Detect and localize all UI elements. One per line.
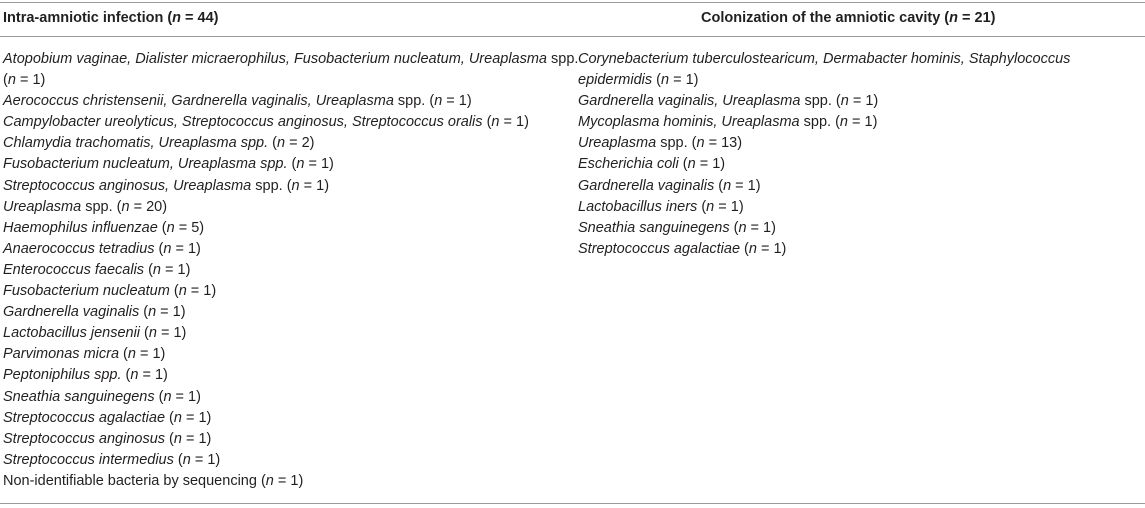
organism-name: Ureaplasma	[578, 135, 657, 152]
organism-name: Lactobacillus jensenii	[3, 325, 141, 342]
count-value: = 1)	[138, 367, 168, 384]
colonization-column	[578, 49, 1138, 260]
count-symbol: n	[163, 388, 172, 405]
organism-name: Lactobacillus iners	[578, 198, 698, 215]
organism-name: Sneathia sanguinegens	[3, 388, 155, 405]
table-cell	[3, 260, 588, 281]
count-value: = 1)	[156, 304, 186, 321]
organism-name: Anaerococcus tetradius	[3, 240, 155, 257]
organism-name: Corynebacterium tuberculostearicum, Dermabacter hominis, Staphylococcus epidermidis	[578, 51, 1071, 89]
organism-name: Fusobacterium nucleatum, Ureaplasma spp.	[3, 156, 288, 173]
organism-suffix: spp. (	[81, 198, 122, 215]
organism-name: Peptoniphilus spp.	[3, 367, 122, 384]
table-cell	[578, 91, 1138, 112]
header-intra-amniotic-infection: Intra-amniotic infection (n = 44)	[3, 10, 219, 26]
count-value: = 1)	[695, 156, 726, 173]
count-value: = 1)	[171, 240, 201, 257]
count-value: = 1)	[160, 261, 191, 278]
table-cell	[3, 112, 588, 133]
table-cell	[3, 133, 588, 154]
table-cell	[3, 154, 588, 175]
count-value: = 1)	[186, 283, 217, 300]
organism-suffix: (	[165, 430, 174, 447]
count-symbol: n	[706, 198, 715, 215]
count-symbol: n	[178, 283, 187, 300]
table-bottom-rule	[0, 503, 1145, 504]
table-cell	[578, 176, 1138, 197]
count-value: = 1)	[15, 72, 46, 89]
count-symbol: n	[173, 430, 182, 447]
count-value: = 1)	[273, 472, 304, 489]
count-value: = 1)	[181, 430, 212, 447]
count-value: = 1)	[304, 156, 334, 173]
organism-name: Streptococcus agalactiae	[578, 240, 741, 257]
organism-suffix: Non-identifiable bacteria by sequencing (	[3, 472, 266, 489]
organism-suffix: (	[140, 325, 149, 342]
table-cell	[3, 91, 588, 112]
count-value: = 1)	[442, 93, 472, 110]
organism-name: Atopobium vaginae, Dialister micraerophilus, Fusobacterium nucleatum, Ureaplasma	[3, 51, 547, 67]
organism-suffix: (	[157, 219, 167, 236]
count-symbol: n	[434, 93, 443, 110]
organism-suffix: (	[173, 451, 183, 468]
organism-suffix: spp. (	[251, 177, 292, 194]
table-cell	[3, 365, 588, 386]
organism-suffix: (	[287, 156, 297, 173]
table-cell	[3, 344, 588, 365]
count-symbol: n	[839, 114, 848, 131]
count-symbol: n	[723, 177, 732, 194]
count-value: = 20)	[129, 198, 168, 215]
count-symbol: n	[277, 135, 286, 152]
organism-suffix: (	[729, 219, 739, 236]
count-value: = 5)	[174, 219, 205, 236]
count-value: = 2)	[285, 135, 315, 152]
organism-name: Mycoplasma hominis, Ureaplasma	[578, 114, 800, 131]
count-symbol: n	[265, 472, 274, 489]
organism-suffix: (	[154, 388, 164, 405]
organism-name: Gardnerella vaginalis, Ureaplasma	[578, 93, 801, 110]
count-value: = 1)	[669, 72, 699, 89]
count-symbol: n	[163, 240, 172, 257]
table-cell	[3, 239, 588, 260]
organism-suffix: spp. (	[3, 51, 579, 89]
organism-name: Gardnerella vaginalis	[3, 304, 140, 321]
count-value: = 1)	[848, 93, 879, 110]
count-symbol: n	[491, 114, 500, 131]
count-value: = 1)	[171, 388, 201, 405]
organism-suffix: (	[714, 177, 724, 194]
header-divider-rule	[0, 36, 1145, 37]
table-cell	[578, 112, 1138, 133]
organism-suffix: (	[652, 72, 662, 89]
organism-name: Escherichia coli	[578, 156, 679, 173]
count-value: = 1)	[756, 240, 787, 257]
count-symbol: n	[173, 409, 182, 426]
count-symbol: n	[748, 240, 757, 257]
table-cell	[578, 154, 1138, 175]
count-symbol: n	[7, 72, 16, 89]
count-value: = 1)	[714, 198, 744, 215]
organism-name: Chlamydia trachomatis, Ureaplasma spp.	[3, 135, 269, 152]
table-cell	[578, 218, 1138, 239]
count-symbol: n	[182, 451, 191, 468]
count-value: = 1)	[847, 114, 878, 131]
count-value: = 1)	[731, 177, 761, 194]
organism-suffix: (	[740, 240, 749, 257]
count-value: = 1)	[190, 451, 221, 468]
table-cell	[3, 408, 588, 429]
organism-name: Streptococcus anginosus, Ureaplasma	[3, 177, 252, 194]
organism-name: Streptococcus intermedius	[3, 451, 174, 468]
count-symbol: n	[738, 219, 747, 236]
organism-name: Streptococcus agalactiae	[3, 409, 166, 426]
organism-suffix: (	[165, 409, 174, 426]
table-cell	[3, 429, 588, 450]
organism-name: Fusobacterium nucleatum	[3, 283, 170, 300]
organism-suffix: (	[154, 240, 164, 257]
table-cell	[3, 323, 588, 344]
organism-suffix: spp. (	[656, 135, 697, 152]
count-value: = 1)	[156, 325, 187, 342]
count-symbol: n	[152, 261, 161, 278]
table-cell	[578, 49, 1138, 91]
table-cell	[3, 302, 588, 323]
table-cell	[3, 49, 588, 91]
organism-name: Parvimonas micra	[3, 346, 120, 363]
intra-amniotic-infection-column	[3, 49, 588, 492]
table-cell	[578, 239, 1138, 260]
organism-name: Haemophilus influenzae	[3, 219, 158, 236]
organism-name: Sneathia sanguinegens	[578, 219, 730, 236]
organism-suffix: (	[697, 198, 707, 215]
organism-suffix: (	[268, 135, 277, 152]
organism-suffix: (	[144, 261, 153, 278]
count-symbol: n	[687, 156, 696, 173]
organism-suffix: (	[139, 304, 149, 321]
organism-suffix: spp. (	[800, 93, 841, 110]
header-colonization-amniotic-cavity: Colonization of the amniotic cavity (n = 21)	[701, 10, 996, 26]
table-top-rule	[0, 2, 1145, 3]
organism-suffix: spp. (	[393, 93, 435, 110]
table-cell	[3, 281, 588, 302]
count-symbol: n	[296, 156, 305, 173]
table-cell	[3, 450, 588, 471]
table-cell	[3, 176, 588, 197]
count-value: = 1)	[181, 409, 212, 426]
count-value: = 1)	[135, 346, 166, 363]
table-cell	[3, 387, 588, 408]
table-cell	[3, 218, 588, 239]
organism-name: Enterococcus faecalis	[3, 261, 145, 278]
organism-suffix: (	[121, 367, 131, 384]
organism-suffix: spp. (	[799, 114, 840, 131]
table-cell	[3, 197, 588, 218]
table-cell	[578, 197, 1138, 218]
count-symbol: n	[148, 325, 157, 342]
organism-name: Campylobacter ureolyticus, Streptococcus anginosus, Streptococcus oralis	[3, 114, 483, 131]
table-cell	[3, 471, 588, 492]
count-symbol: n	[130, 367, 139, 384]
count-value: = 1)	[499, 114, 529, 131]
count-symbol: n	[696, 135, 705, 152]
count-symbol: n	[148, 304, 157, 321]
count-symbol: n	[121, 198, 130, 215]
table-cell	[578, 133, 1138, 154]
count-symbol: n	[166, 219, 175, 236]
count-symbol: n	[840, 93, 849, 110]
organism-suffix: (	[119, 346, 128, 363]
count-symbol: n	[127, 346, 136, 363]
organism-suffix: (	[482, 114, 492, 131]
organism-name: Ureaplasma	[3, 198, 82, 215]
organism-suffix: (	[678, 156, 688, 173]
count-symbol: n	[291, 177, 300, 194]
organism-suffix: (	[169, 283, 179, 300]
organism-name: Gardnerella vaginalis	[578, 177, 715, 194]
count-value: = 1)	[746, 219, 776, 236]
count-value: = 13)	[704, 135, 743, 152]
count-value: = 1)	[299, 177, 330, 194]
count-symbol: n	[661, 72, 670, 89]
organism-name: Streptococcus anginosus	[3, 430, 166, 447]
organism-name: Aerococcus christensenii, Gardnerella vaginalis, Ureaplasma	[3, 93, 394, 110]
